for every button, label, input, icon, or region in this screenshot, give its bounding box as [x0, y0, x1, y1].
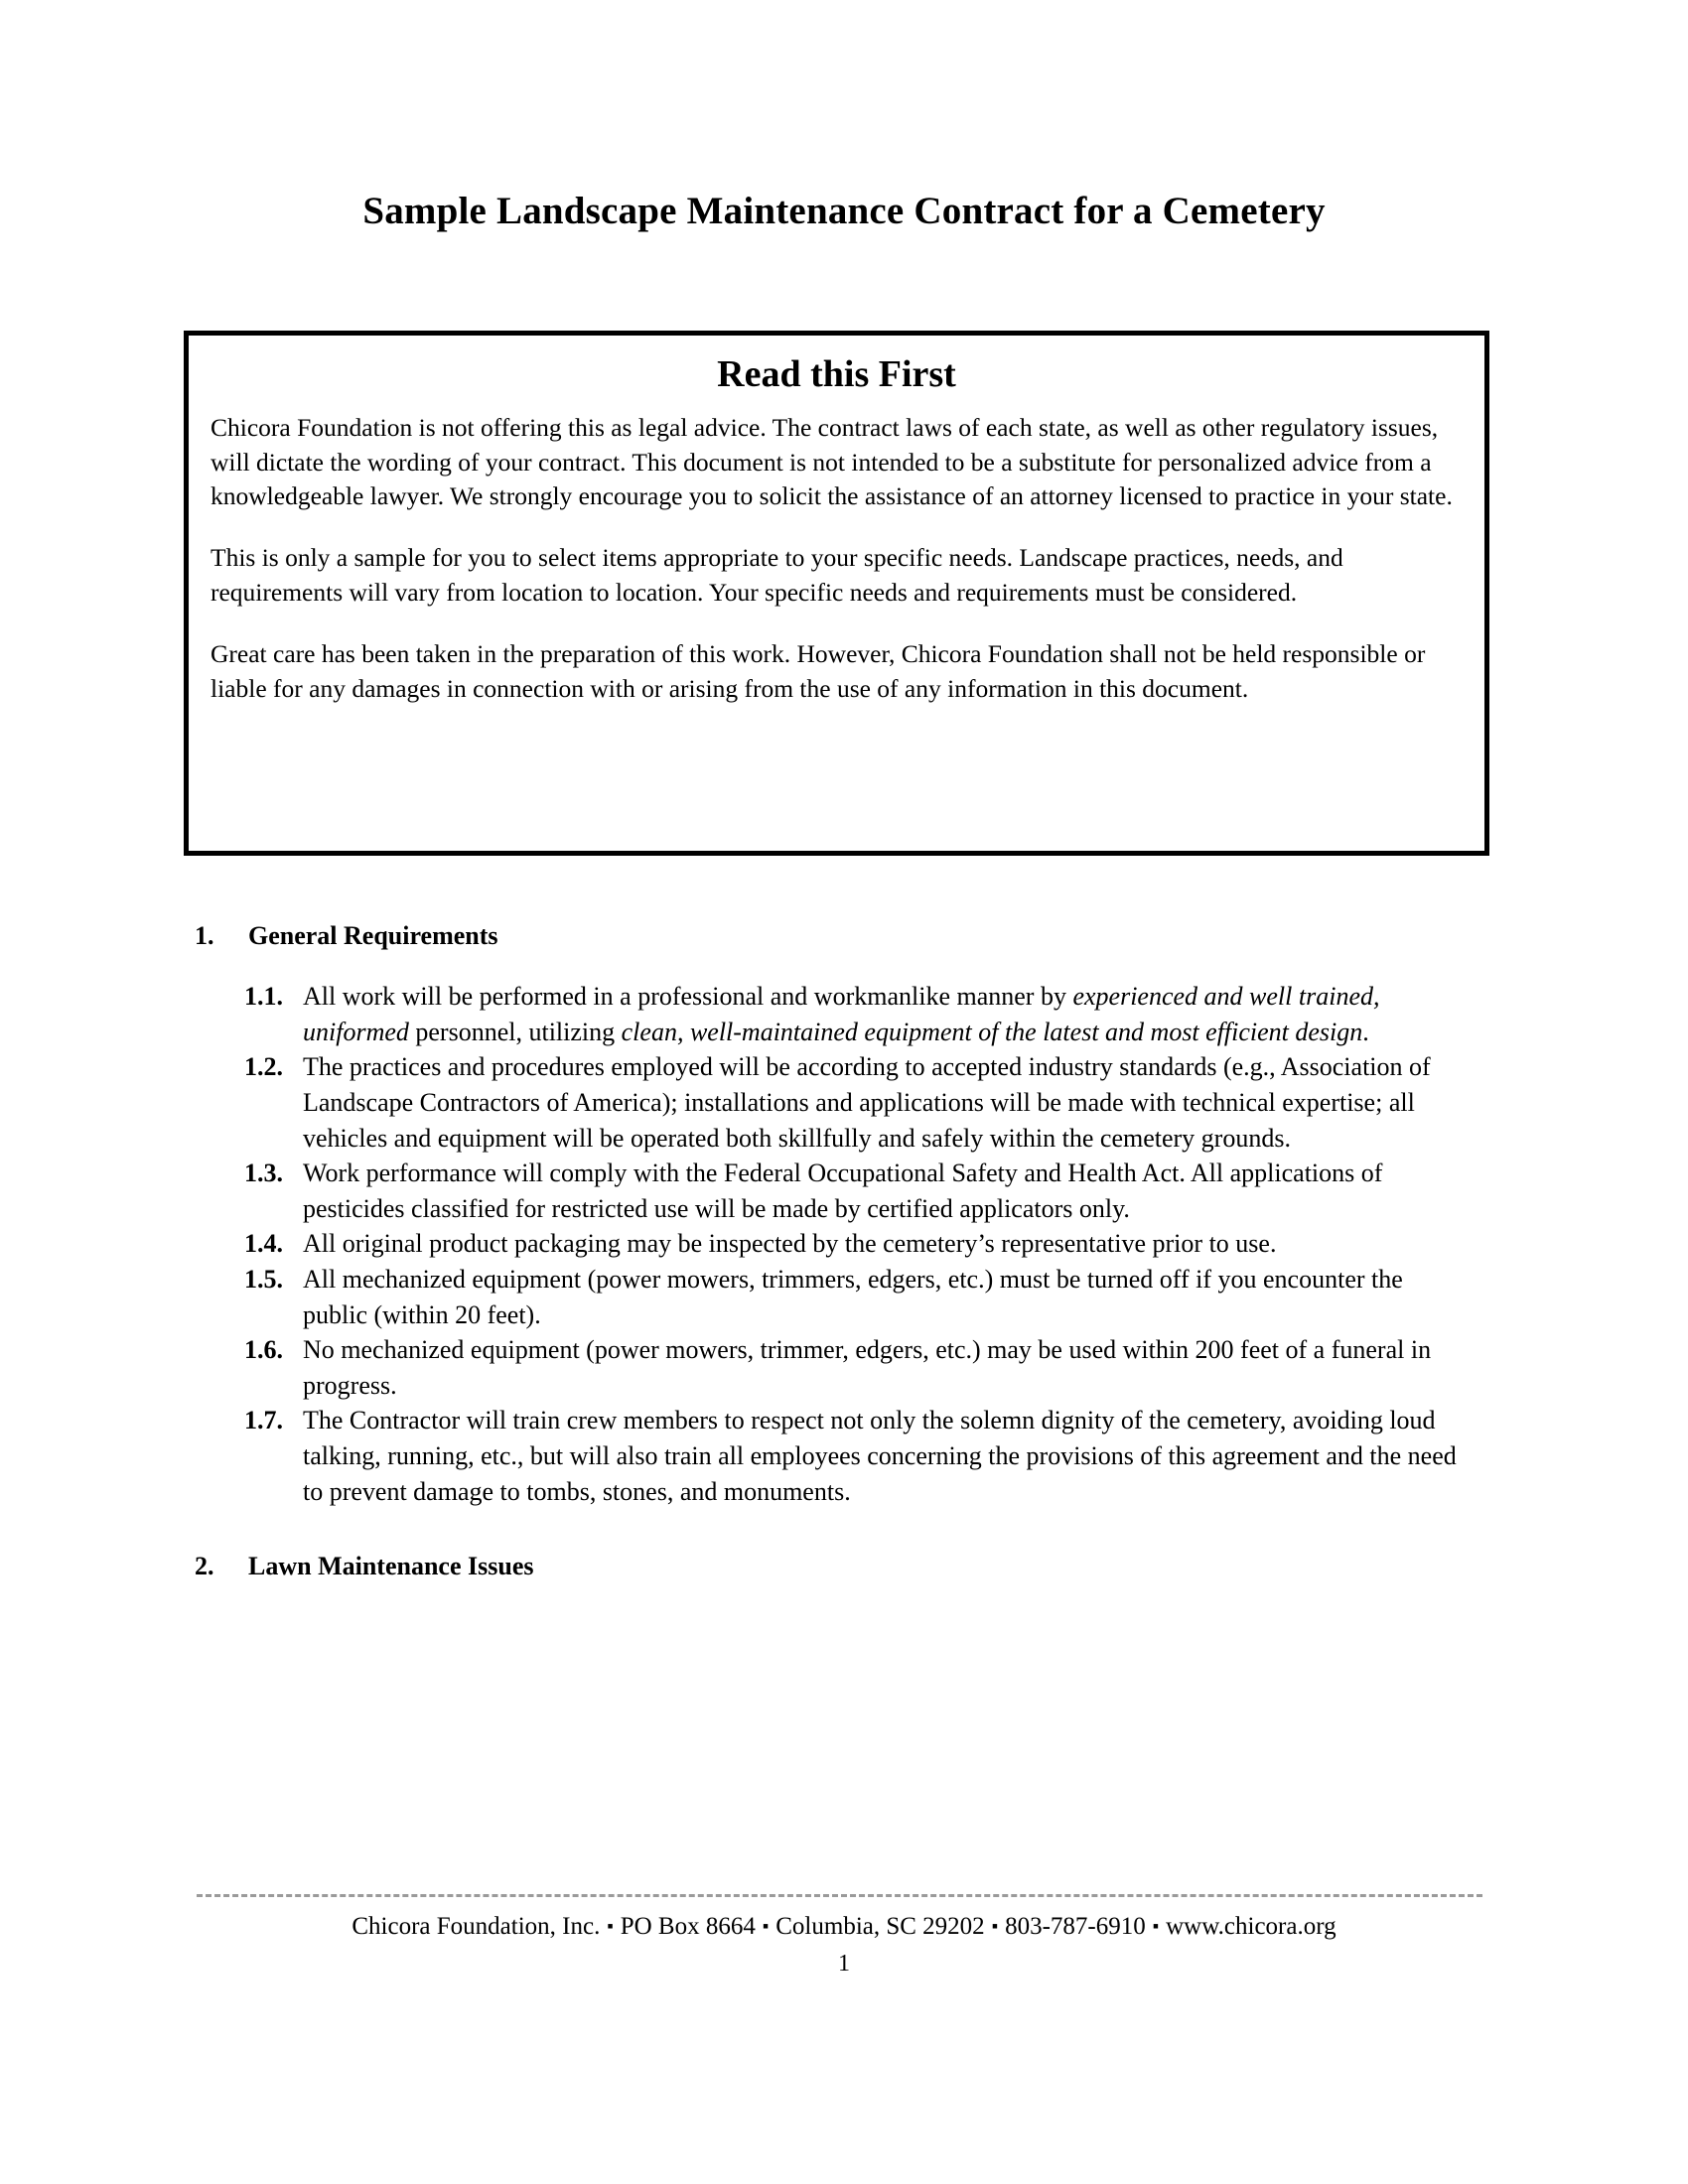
page-title: Sample Landscape Maintenance Contract for a Cemetery: [362, 190, 1326, 232]
section-heading-2: [0, 1549, 1688, 1583]
item-text-part: All work will be performed in a professional and workmanlike manner by: [303, 982, 1073, 1012]
bullet-separator-icon: ▪: [1152, 1916, 1160, 1936]
list-item: [0, 1049, 1688, 1156]
item-text-part: personnel, utilizing: [408, 1017, 622, 1046]
item-number: 1.6.: [244, 1335, 283, 1365]
contract-outline: [0, 918, 1688, 1583]
list-item: [0, 1156, 1688, 1226]
footer-phone: 803-787-6910: [1005, 1913, 1146, 1940]
item-text: Work performance will comply with the Federal Occupational Safety and Health Act. All applications of pesticides classified for restricted use will be made by certified applicators only.: [303, 1159, 1383, 1223]
bullet-separator-icon: ▪: [762, 1916, 770, 1936]
notice-paragraph: This is only a sample for you to select items appropriate to your specific needs. Landscape practices, needs, and requirements will vary from location to location. Your specific needs and requirements must be considered.: [211, 543, 1343, 608]
item-number: 1.5.: [244, 1264, 283, 1294]
footer-divider: [197, 1894, 1482, 1897]
list-item: [0, 1332, 1688, 1403]
page-number: 1: [838, 1951, 850, 1977]
notice-heading: Read this First: [717, 353, 956, 395]
item-text: The practices and procedures employed will be according to accepted industry standards (e.g., Association of Landscape Contractors of America); installations and applications will be made with technical expertise; all vehicles and equipment will be operated both skillfully and safely within the cemetery grounds.: [303, 1052, 1431, 1153]
section-number: 2.: [195, 1552, 214, 1581]
section-number: 1.: [195, 921, 214, 950]
section-1-items: [0, 979, 1688, 1509]
section-spacer: [0, 1509, 1688, 1549]
read-this-first-box: [184, 331, 1489, 856]
item-text: The Contractor will train crew members to respect not only the solemn dignity of the cemetery, avoiding loud talking, running, etc., but will also train all employees concerning the provisions of this agreement and the need to prevent damage to tombs, stones, and monuments.: [303, 1406, 1457, 1506]
notice-paragraph: Great care has been taken in the preparation of this work. However, Chicora Foundation shall not be held responsible or liable for any damages in connection with or arising from the use of any information in this document.: [211, 639, 1426, 704]
section-heading-1: [0, 918, 1688, 953]
item-text: All mechanized equipment (power mowers, trimmers, edgers, etc.) must be turned off if you encounter the public (within 20 feet).: [303, 1264, 1403, 1329]
item-text-emphasis: clean, well-maintained equipment of the latest and most efficient design: [621, 1017, 1363, 1046]
footer-website[interactable]: www.chicora.org: [1166, 1913, 1336, 1940]
item-number: 1.7.: [244, 1406, 283, 1435]
footer-organization: Chicora Foundation, Inc.: [352, 1913, 601, 1940]
bullet-separator-icon: ▪: [607, 1916, 614, 1936]
item-number: 1.3.: [244, 1159, 283, 1188]
list-item: [0, 1403, 1688, 1509]
section-title: Lawn Maintenance Issues: [248, 1552, 534, 1581]
item-text: All original product packaging may be inspected by the cemetery’s representative prior to use.: [303, 1229, 1277, 1259]
item-number: 1.4.: [244, 1229, 283, 1259]
notice-paragraph: Chicora Foundation is not offering this as legal advice. The contract laws of each state, as well as other regulatory issues, will dictate the wording of your contract. This document is not intended to be a substitute for personalized advice from a knowledgeable lawyer. We strongly encourage you to solicit the assistance of an attorney licensed to practice in your state.: [211, 412, 1453, 511]
list-item: [0, 979, 1688, 1049]
footer-contact-line: [0, 1911, 1688, 1944]
item-text: No mechanized equipment (power mowers, trimmer, edgers, etc.) may be used within 200 feet of a funeral in progress.: [303, 1335, 1432, 1400]
bullet-separator-icon: ▪: [991, 1916, 999, 1936]
notice-body: [211, 411, 1461, 707]
item-text-emphasis: experienced and well trained, uniformed: [303, 982, 1380, 1046]
item-text-part: .: [1362, 1017, 1369, 1046]
footer-po-box: PO Box 8664: [620, 1913, 756, 1940]
item-number: 1.2.: [244, 1052, 283, 1082]
list-item: [0, 1262, 1688, 1332]
section-title: General Requirements: [248, 921, 498, 950]
footer-city-state-zip: Columbia, SC 29202: [775, 1913, 985, 1940]
list-item: [0, 1226, 1688, 1262]
item-number: 1.1.: [244, 982, 283, 1012]
